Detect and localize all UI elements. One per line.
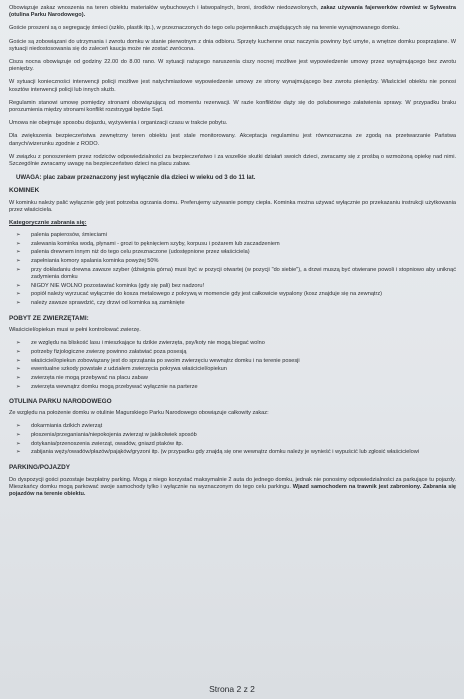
rule-paragraph-return: Goście są zobowiązani do utrzymania i zwrotu domku w stanie pierwotnym z dnia odbioru. Sprzęty kuchenne oraz naczynia powinny być umyte, a wnętrze domku posprzątane. W sytuacji niedostosowania się do zaleceń kaucja może nie zostać zwrócona. bbox=[9, 38, 456, 52]
kominek-heading: KOMINEK bbox=[9, 187, 40, 195]
list-item: ➢ właściciel/opiekun zobowiązany jest do sprzątania po swoim zwierzęciu wewnątrz domku i na terenie posesji bbox=[9, 358, 456, 365]
animals-list bbox=[9, 340, 456, 391]
rule-paragraph-monitoring: Dla zwiększenia bezpieczeństwa zewnętrzny teren obiektu jest stale monitorowany. Akceptacja regulaminu jest równoznaczna ze zgodą na przetwarzanie Państwa danych/wizerunku zgodnie z RODO. bbox=[9, 133, 456, 147]
list-item: ➢ zwierzęta nie mogą przebywać na placu zabaw bbox=[9, 375, 456, 382]
animals-heading: POBYT ZE ZWIERZĘTAMI: bbox=[9, 315, 89, 323]
parking-paragraph bbox=[9, 477, 456, 498]
forbidden-list bbox=[9, 232, 456, 307]
rule-paragraph-police: W sytuacji konieczności interwencji policji możliwe jest natychmiastowe wypowiedzenie umowy ze strony wynajmującego bez zwrotu pieniędzy. Właściciel obiektu nie ponosi kosztów interwencji policji lub innych służb. bbox=[9, 79, 456, 93]
list-item: ➢ ze względu na bliskość lasu i mieszkające tu dzikie zwierzęta, psy/koty nie mogą biegać wolno bbox=[9, 340, 456, 347]
parking-text: Do dyspozycji gości pozostaje bezpłatny parking. Mogą z niego korzystać maksymalnie 2 auta do jednego domku, jednak nie ponosimy odpowiedzialności za parkujące tu pojazdy. Mieszkańcy domku mogą parkować swoje samochody tylko i wyłącznie na wyznaczonym do tego celu parkingu. bbox=[9, 476, 456, 490]
playground-warning: UWAGA: plac zabaw przeznaczony jest wyłącznie dla dzieci w wieku od 3 do 11 lat. bbox=[16, 174, 256, 182]
paragraph-text: Obowiązuje zakaz wnoszenia na teren obiektu materiałów wybuchowych i łatwopalnych, broni, środków niedozwolonych, bbox=[9, 5, 319, 11]
parking-heading: PARKING/POJAZDY bbox=[9, 464, 70, 472]
list-item: ➢ potrzeby fizjologiczne zwierzę powinno załatwiać poza posesją bbox=[9, 349, 456, 356]
animals-intro: Właściciel/opiekun musi w pełni kontrolować zwierzę. bbox=[9, 327, 141, 334]
rule-paragraph-waste: Goście proszeni są o segregację śmieci (szkło, plastik itp.), w przeznaczonych do tego celu pojemnikach znajdujących się na terenie wynajmowanego domku. bbox=[9, 25, 400, 32]
list-item: ➢ palenia papierosów, śmieciami bbox=[9, 232, 456, 239]
list-item: ➢ zwierzęta wewnątrz domku mogą przebywać wyłącznie na parterze bbox=[9, 384, 456, 391]
kominek-text: W kominku należy palić wyłącznie gdy jest potrzeba ogrzania domu. Preferujemy używanie pompy ciepła. Kominka można używać wyłącznie po przekazaniu instrukcji użytkowania przez właściciela. bbox=[9, 199, 456, 213]
otulina-intro: Ze względu na położenie domku w otulinie Magurskiego Parku Narodowego obowiązuje całkowity zakaz: bbox=[9, 410, 269, 417]
document-body bbox=[9, 5, 456, 504]
rule-paragraph-agreement: Regulamin stanowi umowę pomiędzy stronami obowiązującą od momentu rezerwacji. W razie konfliktów dąży się do polubownego załatwienia sprawy. W przypadku braku porozumienia między stronami konflikt rozstrzygał będzie Sąd. bbox=[9, 99, 456, 113]
list-item: ➢ dokarmiania dzikich zwierząt bbox=[9, 423, 456, 430]
list-item: ➢ ewentualne szkody powstałe z udziałem zwierzęcia pokrywa właściciel/opiekun bbox=[9, 366, 456, 373]
list-item: ➢ popiół należy wyrzucać wyłącznie do kosza metalowego z pokrywą w momencie gdy jest całkowicie wypalony (kosz znajduje się na zewnątrz) bbox=[9, 291, 456, 298]
list-item: ➢ należy zawsze sprawdzić, czy drzwi od kominka są zamknięte bbox=[9, 300, 456, 307]
rule-paragraph-hazardous bbox=[9, 5, 456, 19]
list-item: ➢ zalewania kominka wodą, płynami - grozi to pęknięciem szyby, korpusu i pożarem lub zaczadzeniem bbox=[9, 241, 456, 248]
otulina-heading: OTULINA PARKU NARODOWEGO bbox=[9, 397, 112, 405]
list-item: ➢ zapełniania komory spalania kominka powyżej 50% bbox=[9, 258, 456, 265]
rule-paragraph-quiet-hours: Cisza nocna obowiązuje od godziny 22.00 do 8.00 rano. W sytuacji rażącego naruszenia ciszy nocnej możliwe jest wypowiedzenie umowy przez wynajmującego bez zwrotu pieniędzy. bbox=[9, 59, 456, 73]
rule-paragraph-children: W związku z ponoszeniem przez rodziców odpowiedzialności za bezpieczeństwo i za wszelkie skutki działań swoich dzieci, zwracamy się z prośbą o wzmożoną opiekę nad nimi. Szczególnie zwracamy uwagę na bezpieczeństwo dzieci na placu zabaw. bbox=[9, 153, 456, 167]
parking-warning: Wjazd samochodem na trawnik jest zabroniony. Zabrania się pojazdów na terenie obiektu. bbox=[9, 483, 456, 497]
list-item: ➢ NIGDY NIE WOLNO pozostawiać kominka (gdy się pali) bez nadzoru! bbox=[9, 283, 456, 290]
forbidden-heading: Kategorycznie zabrania się: bbox=[9, 219, 87, 226]
list-item: ➢ dotykania/przenoszenia zwierząt, owadów, gniazd ptaków itp. bbox=[9, 441, 456, 448]
fireworks-ban-text: zakaz używania fajerwerków również w Sylwestra (otulina Parku Narodowego). bbox=[9, 5, 456, 19]
list-item: ➢ zabijania węży/owadów/płazów/pająków/gryzoni itp. (w przypadku gdy znajdą się one wewnątrz domku należy je wynieść i wypuścić lub zgłosić właścicielowi bbox=[9, 449, 456, 456]
list-item: ➢ palenia drewnem innym niż do tego celu przeznaczone (udostępnione przez właściciela) bbox=[9, 249, 456, 256]
rule-paragraph-scope: Umowa nie obejmuje sposobu dojazdu, wyżywienia i organizacji czasu w trakcie pobytu. bbox=[9, 120, 228, 127]
page-number: Strona 2 z 2 bbox=[209, 684, 255, 694]
otulina-list bbox=[9, 423, 456, 456]
list-item: ➢ płoszenia/przeganiania/niepokojenia zwierząt w jakikolwiek sposób bbox=[9, 432, 456, 439]
list-item: ➢ przy dokładaniu drewna zawsze szyber (dźwignia górna) musi być w pozycji otwartej (w pozycji "do siebie"), a drzwi muszą być otwierane powoli i stopniowo aby uniknąć zadymienia domku bbox=[9, 267, 456, 281]
